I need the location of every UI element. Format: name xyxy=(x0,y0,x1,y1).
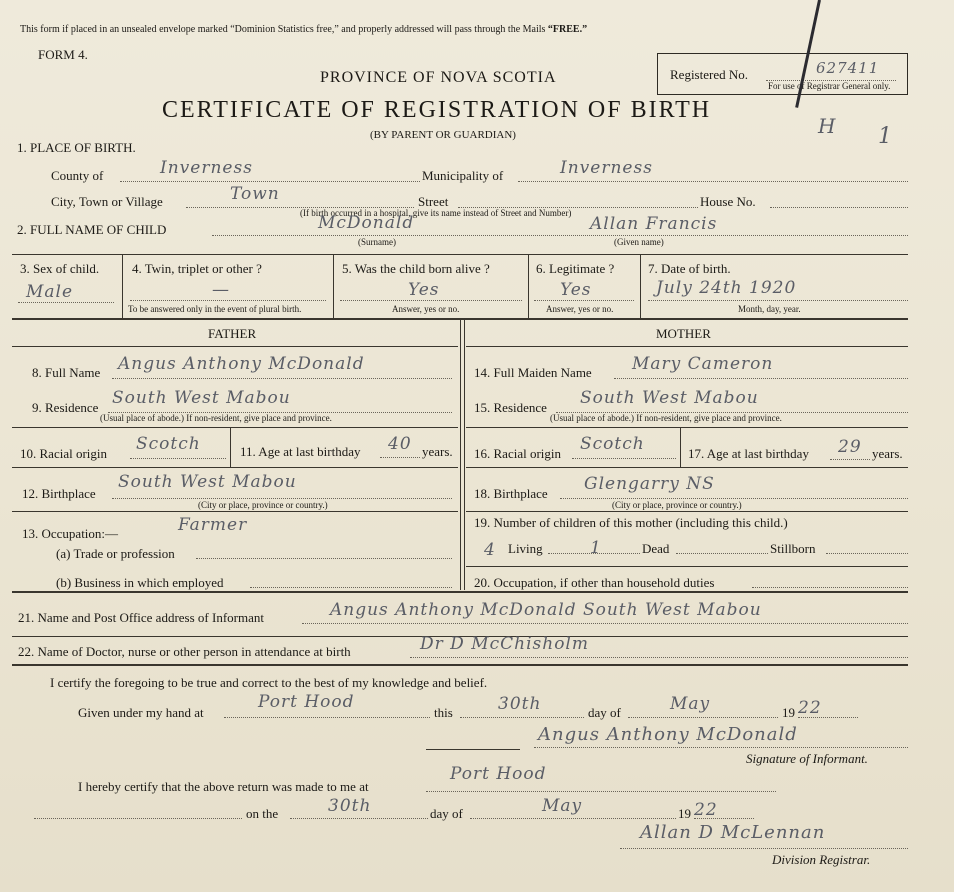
father-birthplace-label: 12. Birthplace xyxy=(22,486,96,501)
hospital-note: (If birth occurred in a hospital, give its name instead of Street and Number) xyxy=(300,208,572,218)
certify-place: Port Hood xyxy=(258,692,355,712)
county-label: County of xyxy=(51,168,104,183)
city-value: Town xyxy=(230,184,280,204)
living-label: Living xyxy=(508,541,543,556)
division-registrar-caption: Division Registrar. xyxy=(772,852,871,867)
born-alive-label: 5. Was the child born alive ? xyxy=(342,261,490,276)
sex-label: 3. Sex of child. xyxy=(20,261,100,276)
form-number: FORM 4. xyxy=(38,47,88,62)
doctor-value: Dr D McChisholm xyxy=(420,634,589,654)
dob-value: July 24th 1920 xyxy=(656,278,797,298)
margin-number: 1 xyxy=(878,124,893,149)
children-living-count: 4 xyxy=(484,540,496,560)
registrar-signature: Allan D McLennan xyxy=(640,822,826,843)
mother-maiden-label: 14. Full Maiden Name xyxy=(474,365,592,380)
certificate-subtitle: (BY PARENT OR GUARDIAN) xyxy=(370,129,516,141)
registered-number: 627411 xyxy=(816,59,880,77)
father-residence-note: (Usual place of abode.) If non-resident, give place and province. xyxy=(100,413,332,423)
mother-occupation-label: 20. Occupation, if other than household duties xyxy=(474,575,715,590)
father-name-label: 8. Full Name xyxy=(32,365,101,380)
registrar-day: 30th xyxy=(328,796,372,816)
mailing-notice-text: This form if placed in an unsealed envelope marked “Dominion Statistics free,” and properly addressed will pass through the Mails xyxy=(20,24,546,35)
business-label: (b) Business in which employed xyxy=(56,575,224,590)
given-under-label: Given under my hand at xyxy=(78,705,204,720)
twin-label: 4. Twin, triplet or other ? xyxy=(132,261,262,276)
legitimate-note: Answer, yes or no. xyxy=(546,304,614,314)
father-heading: FATHER xyxy=(208,326,257,341)
child-given-name: Allan Francis xyxy=(590,214,718,234)
county-value: Inverness xyxy=(160,158,253,178)
city-label: City, Town or Village xyxy=(51,194,163,209)
certify-year: 22 xyxy=(798,698,822,718)
father-age-label: 11. Age at last birthday xyxy=(240,444,361,459)
mother-heading: MOTHER xyxy=(656,326,711,341)
registrar-day-of-label: day of xyxy=(430,806,463,821)
house-label: House No. xyxy=(700,194,756,209)
mother-racial-value: Scotch xyxy=(580,434,645,454)
father-residence-label: 9. Residence xyxy=(32,400,99,415)
mother-birthplace-value: Glengarry NS xyxy=(584,474,715,494)
mailing-notice xyxy=(20,24,587,35)
registrar-month: May xyxy=(542,796,583,816)
father-age-value: 40 xyxy=(388,434,412,454)
father-occupation-value: Farmer xyxy=(178,515,248,535)
twin-note: To be answered only in the event of plural birth. xyxy=(128,304,302,314)
mother-residence-note: (Usual place of abode.) If non-resident, give place and province. xyxy=(550,413,782,423)
certify-day: 30th xyxy=(498,694,542,714)
father-racial-label: 10. Racial origin xyxy=(20,446,108,461)
mother-residence-label: 15. Residence xyxy=(474,400,547,415)
twin-value: — xyxy=(212,280,230,300)
born-alive-note: Answer, yes or no. xyxy=(392,304,460,314)
father-residence-value: South West Mabou xyxy=(112,388,291,408)
father-birthplace-value: South West Mabou xyxy=(118,472,297,492)
registrar-year: 22 xyxy=(694,800,718,820)
father-years: years. xyxy=(422,444,453,459)
registrar-on-the-label: on the xyxy=(246,806,279,821)
registrar-statement: I hereby certify that the above return was made to me at xyxy=(78,779,369,794)
registered-box xyxy=(657,53,908,95)
stillborn-label: Stillborn xyxy=(770,541,816,556)
place-of-birth-heading: 1. PLACE OF BIRTH. xyxy=(17,140,136,155)
mother-age-label: 17. Age at last birthday xyxy=(688,446,809,461)
mother-birthplace-label: 18. Birthplace xyxy=(474,486,548,501)
certificate-title: CERTIFICATE OF REGISTRATION OF BIRTH xyxy=(162,97,712,123)
doctor-label: 22. Name of Doctor, nurse or other person in attendance at birth xyxy=(18,644,351,659)
father-birthplace-note: (City or place, province or country.) xyxy=(198,500,328,510)
father-racial-value: Scotch xyxy=(136,434,201,454)
certify-year-prefix: 19 xyxy=(782,705,795,720)
registrar-year-prefix: 19 xyxy=(678,806,691,821)
surname-caption: (Surname) xyxy=(358,237,396,247)
certify-this-label: this xyxy=(434,705,453,720)
certify-statement: I certify the foregoing to be true and correct to the best of my knowledge and belief. xyxy=(50,675,488,690)
child-surname: McDonald xyxy=(318,213,415,233)
mother-birthplace-note: (City or place, province or country.) xyxy=(612,500,742,510)
registered-note: For use of Registrar General only. xyxy=(768,81,891,91)
dead-label: Dead xyxy=(642,541,670,556)
sex-value: Male xyxy=(26,282,74,302)
informant-signature: Angus Anthony McDonald xyxy=(538,724,798,745)
certify-day-of-label: day of xyxy=(588,705,621,720)
dob-note: Month, day, year. xyxy=(738,304,801,314)
margin-code: H xyxy=(818,114,837,138)
registered-label: Registered No. xyxy=(670,67,748,82)
informant-signature-caption: Signature of Informant. xyxy=(746,751,868,766)
legitimate-label: 6. Legitimate ? xyxy=(536,261,615,276)
born-alive-value: Yes xyxy=(408,280,440,300)
street-label: Street xyxy=(418,194,449,209)
registrar-place: Port Hood xyxy=(450,764,547,784)
mother-racial-label: 16. Racial origin xyxy=(474,446,562,461)
trade-label: (a) Trade or profession xyxy=(56,546,175,561)
children-count-label: 19. Number of children of this mother (including this child.) xyxy=(474,515,788,530)
mother-age-value: 29 xyxy=(838,437,862,457)
municipality-value: Inverness xyxy=(560,158,653,178)
given-caption: (Given name) xyxy=(614,237,664,247)
dob-label: 7. Date of birth. xyxy=(648,261,731,276)
mother-maiden-value: Mary Cameron xyxy=(632,354,774,374)
father-occupation-label: 13. Occupation:— xyxy=(22,526,119,541)
municipality-label: Municipality of xyxy=(422,168,504,183)
legitimate-value: Yes xyxy=(560,280,592,300)
father-name-value: Angus Anthony McDonald xyxy=(118,354,365,374)
free-label: “FREE.” xyxy=(547,24,588,35)
province-heading: PROVINCE OF NOVA SCOTIA xyxy=(320,69,557,86)
child-name-label: 2. FULL NAME OF CHILD xyxy=(17,222,167,237)
children-dead-count: 1 xyxy=(590,538,602,558)
informant-value: Angus Anthony McDonald South West Mabou xyxy=(330,600,762,620)
informant-label: 21. Name and Post Office address of Informant xyxy=(18,610,264,625)
mother-years: years. xyxy=(872,446,903,461)
mother-residence-value: South West Mabou xyxy=(580,388,759,408)
certify-month: May xyxy=(670,694,711,714)
